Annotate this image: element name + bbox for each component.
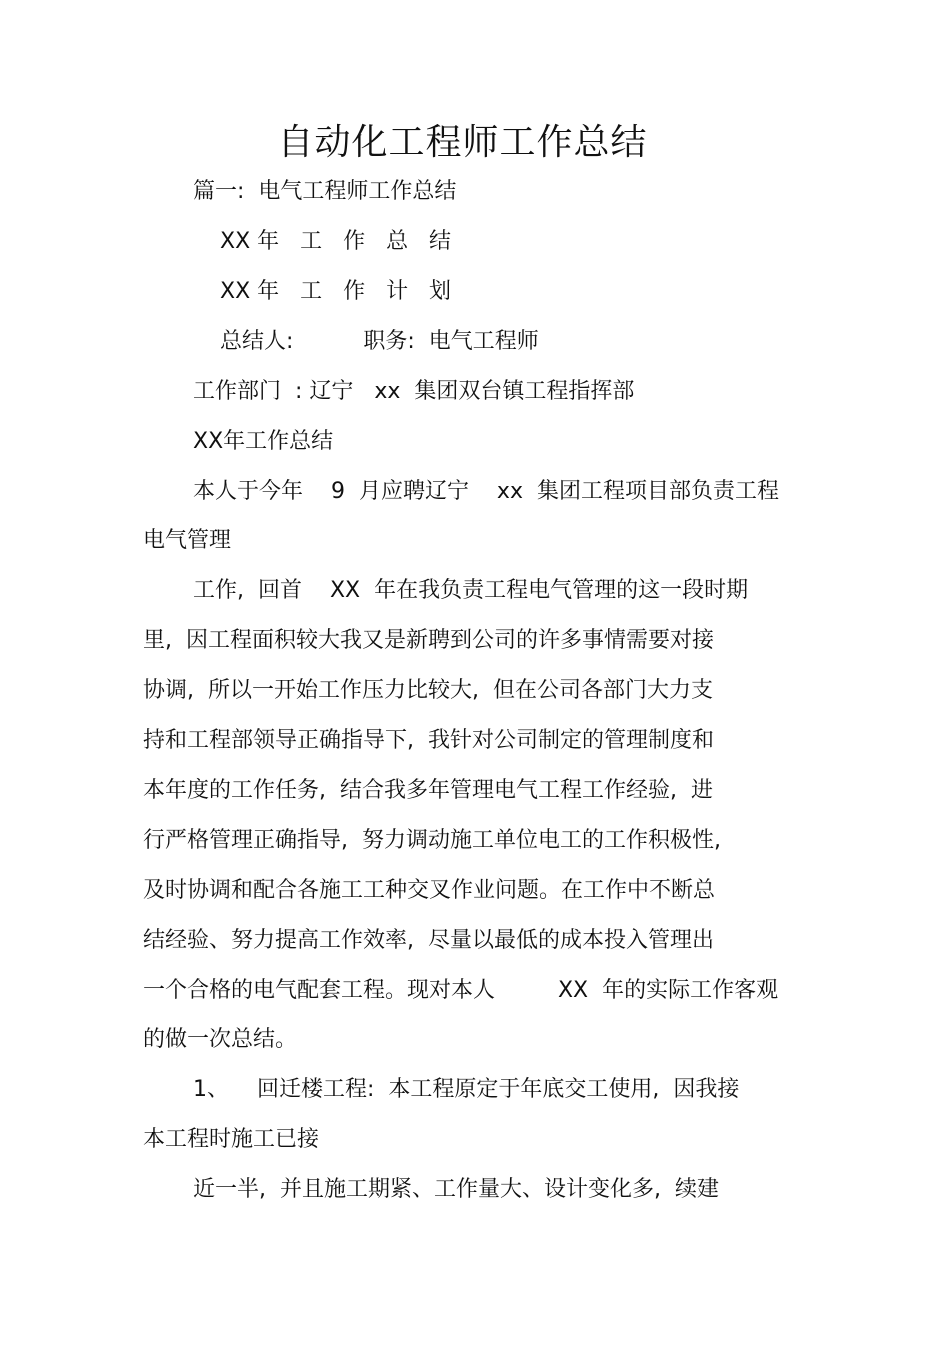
list-item-line: 本工程时施工已接 [143, 1127, 320, 1152]
list-item-line: 近一半, 并且施工期紧、工作量大、设计变化多, 续建 [193, 1177, 719, 1202]
paragraph-line: 结经验、努力提高工作效率, 尽量以最低的成本投入管理出 [143, 928, 714, 953]
paragraph-line: 的做一次总结。 [143, 1027, 298, 1052]
heading-year-summary: XX 年 工 作 总 结 [220, 229, 452, 254]
paragraph-line: 一个合格的电气配套工程。现对本人 XX 年的实际工作客观 [143, 978, 779, 1003]
document-title: 自动化工程师工作总结 [277, 122, 648, 163]
paragraph-line: 电气管理 [143, 528, 232, 553]
paragraph-line: 本年度的工作任务, 结合我多年管理电气工程工作经验, 进 [143, 778, 713, 803]
list-item-line: 1、 回迁楼工程: 本工程原定于年底交工使用, 因我接 [193, 1077, 740, 1102]
paragraph-line: 行严格管理正确指导, 努力调动施工单位电工的工作积极性, [143, 828, 721, 853]
year-summary-heading: XX年工作总结 [193, 429, 334, 454]
paragraph-line: 本人于今年 9 月应聘辽宁 xx 集团工程项目部负责工程 [193, 479, 779, 504]
paragraph-line: 及时协调和配合各施工工种交叉作业问题。在工作中不断总 [143, 878, 716, 903]
paragraph-line: 工作, 回首 XX 年在我负责工程电气管理的这一段时期 [193, 578, 749, 603]
heading-year-plan: XX 年 工 作 计 划 [220, 279, 452, 304]
paragraph-line: 协调, 所以一开始工作压力比较大, 但在公司各部门大力支 [143, 678, 713, 703]
section-heading: 篇一: 电气工程师工作总结 [193, 179, 457, 204]
paragraph-line: 持和工程部领导正确指导下, 我针对公司制定的管理制度和 [143, 728, 714, 753]
paragraph-line: 里, 因工程面积较大我又是新聘到公司的许多事情需要对接 [143, 628, 714, 653]
author-position-line: 总结人: 职务: 电气工程师 [220, 329, 539, 354]
department-line: 工作部门 : 辽宁 xx 集团双台镇工程指挥部 [193, 379, 635, 404]
